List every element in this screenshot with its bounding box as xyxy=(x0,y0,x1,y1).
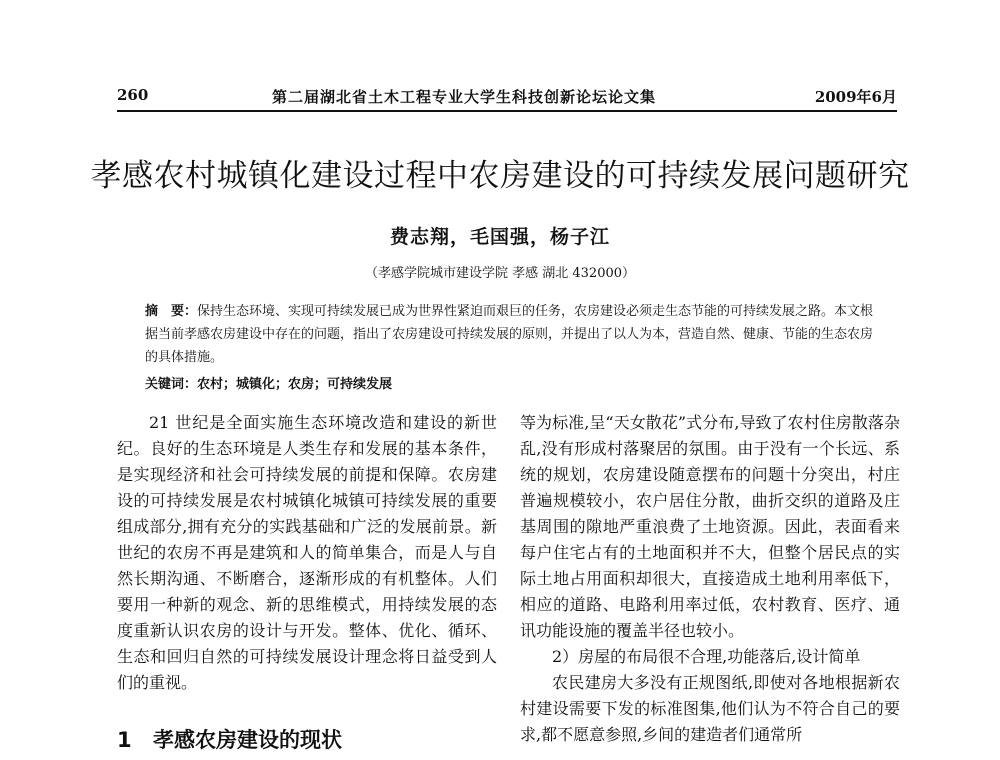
keywords xyxy=(145,373,875,392)
right-column xyxy=(520,410,900,748)
right-paragraph-continued: 等为标准,呈“天女散花”式分布,导致了农村住房散落杂乱,没有形成村落聚居的氛围。由于没有一个长远、系统的规划，农房建设随意摆布的问题十分突出，村庄普遍规模较小，农户居住分散，曲折交织的道路及庄基周围的隙地严重浪费了土地资源。因此，表面看来每户住宅占有的土地面积并不大，但整个居民点的实际土地占用面积却很大，直接造成土地利用率低下，相应的道路、电路利用率过低，农村教育、医疗、通讯功能设施的覆盖半径也较小。 xyxy=(520,413,900,640)
left-column xyxy=(117,410,497,696)
abstract xyxy=(145,300,875,369)
left-paragraph: 21 世纪是全面实施生态环境改造和建设的新世纪。良好的生态环境是人类生存和发展的基本条件，是实现经济和社会可持续发展的前提和保障。农房建设的可持续发展是农村城镇化城镇可持续发展的重要组成部分,拥有充分的实践基础和广泛的发展前景。新世纪的农房不再是建筑和人的简单集合，而是人与自然长期沟通、不断磨合，逐渐形成的有机整体。人们要用一种新的观念、新的思维模式，用持续发展的态度重新认识农房的设计与开发。整体、优化、循环、生态和回归自然的可持续发展设计理念将日益受到人们的重视。 xyxy=(117,413,497,692)
author-affiliation: （孝感学院城市建设学院 孝感 湖北 432000） xyxy=(364,266,636,281)
paper-authors: 费志翔，毛国强，杨子江 xyxy=(389,226,610,248)
right-paragraph: 农民建房大多没有正规图纸,即使对各地根据新农村建设需要下发的标准图集,他们认为不符合自己的要求,都不愿意参照,乡间的建造者们通常所 xyxy=(520,673,900,744)
conference-name: 第二届湖北省土木工程专业大学生科技创新论坛论文集 xyxy=(272,88,657,106)
paper-title: 孝感农村城镇化建设过程中农房建设的可持续发展问题研究 xyxy=(90,158,910,194)
keywords-label: 关键词： xyxy=(145,377,198,392)
running-header xyxy=(117,86,897,110)
publication-date: 2009年6月 xyxy=(814,88,897,106)
keywords-text: 农村；城镇化；农房；可持续发展 xyxy=(197,377,393,392)
abstract-text: 保持生态环境、实现可持续发展已成为世界性紧迫而艰巨的任务，农房建设必须走生态节能的可持续发展之路。本文根据当前孝感农房建设中存在的问题，指出了农房建设可持续发展的原则，并提出了以人为本，营造自然、健康、节能的生态农房的具体措施。 xyxy=(145,304,874,365)
header-rule xyxy=(117,110,897,112)
abstract-label: 摘 要： xyxy=(145,304,198,319)
right-subheading: 2）房屋的布局很不合理,功能落后,设计简单 xyxy=(552,647,861,666)
section-title: 孝感农房建设的现状 xyxy=(153,728,342,752)
section-heading xyxy=(117,724,342,754)
section-number: 1 xyxy=(117,728,132,752)
page-number: 260 xyxy=(117,86,149,104)
